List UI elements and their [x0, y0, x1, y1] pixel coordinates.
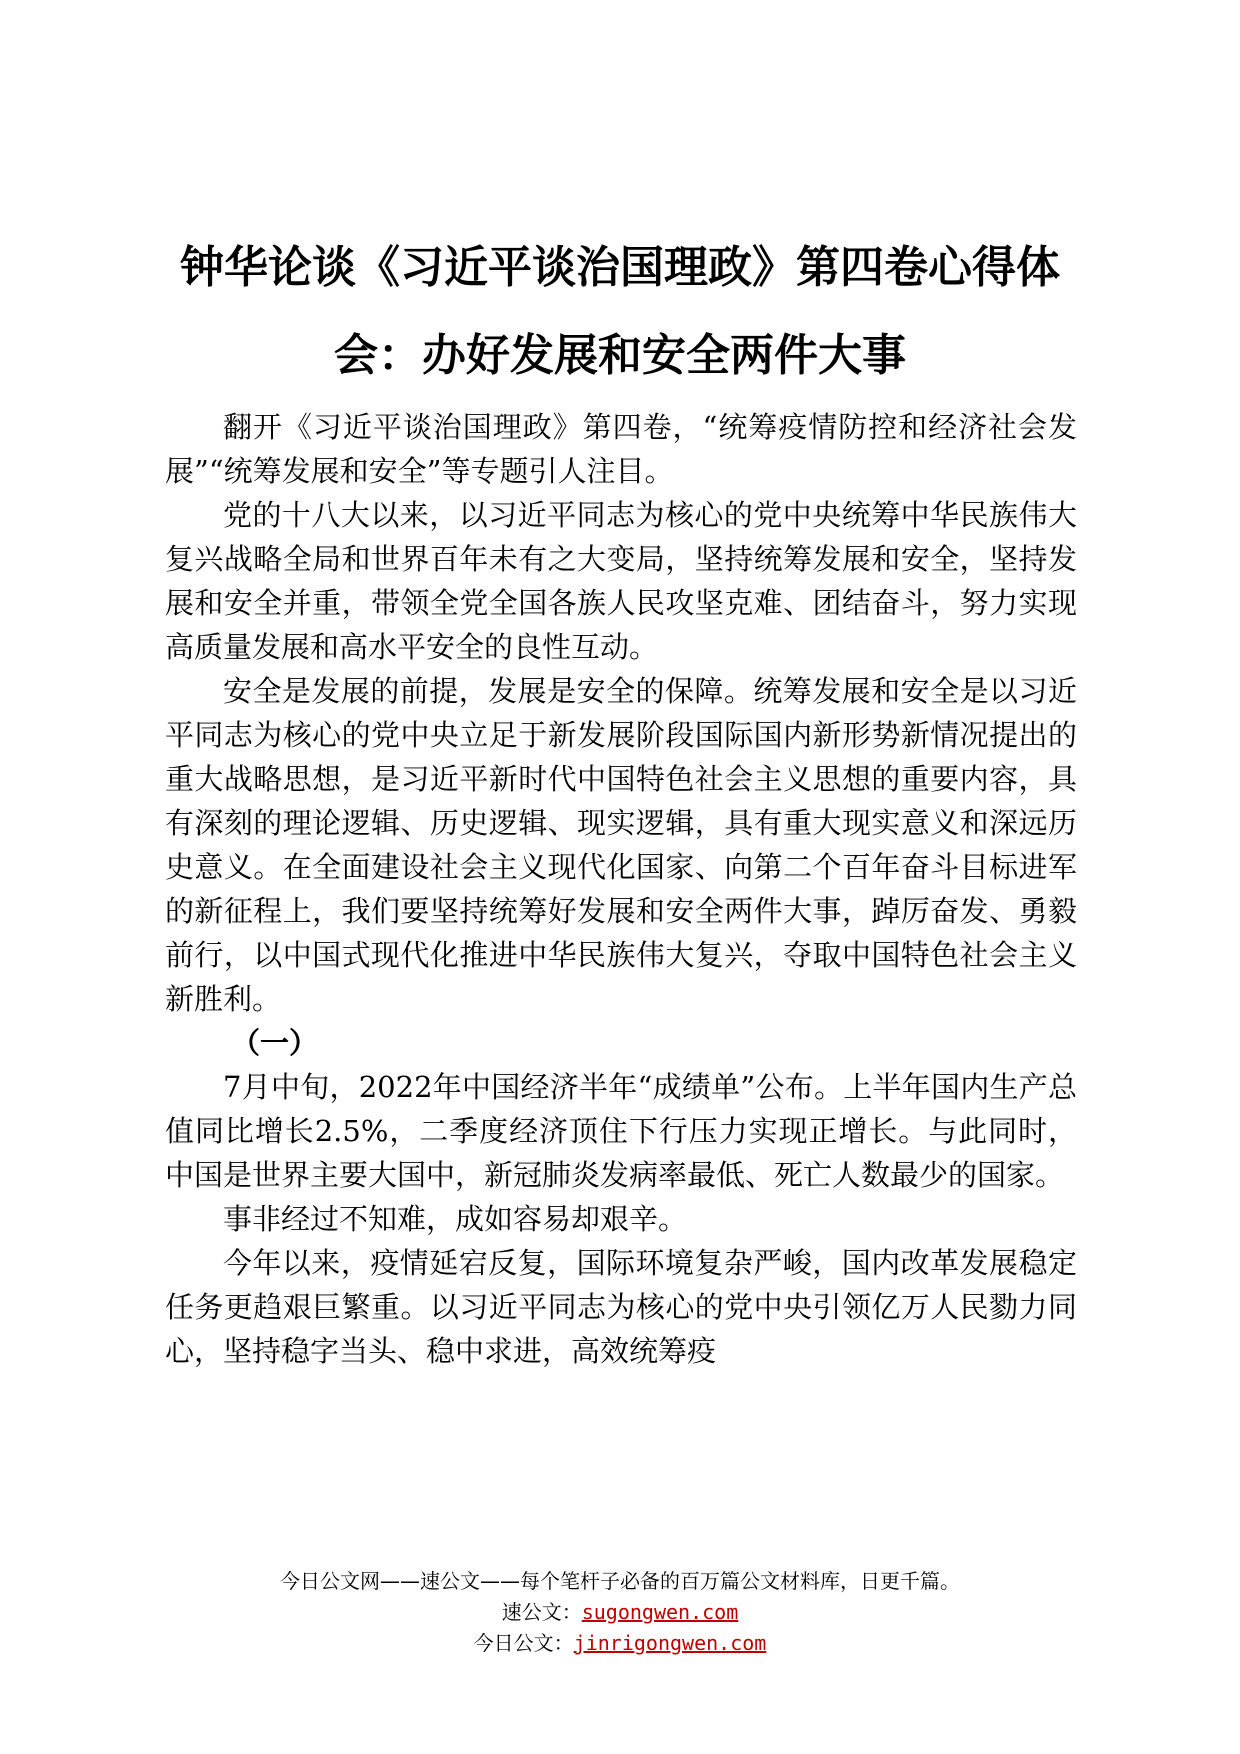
jinrigongwen-link[interactable]: jinrigongwen.com — [573, 1631, 767, 1655]
body-paragraph: 事非经过不知难，成如容易却艰辛。 — [223, 1202, 688, 1236]
body-paragraph: 安全是发展的前提，发展是安全的保障。统筹发展和安全是以习近平同志为核心的党中央立足于新发展阶段国际国内新形势新情况提出的重大战略思想，是习近平新时代中国特色社会主义思想的重要内容，具有深刻的理论逻辑、历史逻辑、现实逻辑，具有重大现实意义和深远历史意义。在全面建设社会主义现代化国家、向第二个百年奋斗目标进军的新征程上，我们要坚持统筹好发展和安全两件大事，踔厉奋发、勇毅前行，以中国式现代化推进中华民族伟大复兴，夺取中国特色社会主义新胜利。 — [165, 674, 1077, 1016]
body-paragraph: 党的十八大以来，以习近平同志为核心的党中央统筹中华民族伟大复兴战略全局和世界百年未有之大变局，坚持统筹发展和安全，坚持发展和安全并重，带领全党全国各族人民攻坚克难、团结奋斗，努力实现高质量发展和高水平安全的良性互动。 — [165, 498, 1077, 664]
document-body — [165, 405, 1077, 1373]
footer-site-label: 今日公文： — [473, 1631, 574, 1655]
footer-tagline: 今日公文网——速公文——每个笔杆子必备的百万篇公文材料库，日更千篇。 — [280, 1569, 960, 1593]
body-paragraph: 7月中旬，2022年中国经济半年“成绩单”公布。上半年国内生产总值同比增长2.5%，二季度经济顶住下行压力实现正增长。与此同时，中国是世界主要大国中，新冠肺炎发病率最低、死亡人数最少的国家。 — [165, 1070, 1077, 1192]
footer-site-jinrigongwen — [0, 1628, 1240, 1659]
footer-site-sugongwen — [0, 1597, 1240, 1628]
sugongwen-link[interactable]: sugongwen.com — [581, 1600, 739, 1624]
section-heading: （一） — [231, 1026, 319, 1060]
page-footer — [0, 1566, 1240, 1659]
document-title-line-1: 钟华论谈《习近平谈治国理政》第四卷心得体 — [180, 242, 1060, 293]
body-paragraph: 今年以来，疫情延宕反复，国际环境复杂严峻，国内改革发展稳定任务更趋艰巨繁重。以习近平同志为核心的党中央引领亿万人民勠力同心，坚持稳字当头、稳中求进，高效统筹疫 — [165, 1246, 1077, 1368]
body-paragraph: 翻开《习近平谈治国理政》第四卷，“统筹疫情防控和经济社会发展”“统筹发展和安全”等专题引人注目。 — [165, 410, 1077, 488]
footer-site-label: 速公文： — [501, 1600, 582, 1624]
document-title-line-2: 会：办好发展和安全两件大事 — [334, 330, 906, 381]
